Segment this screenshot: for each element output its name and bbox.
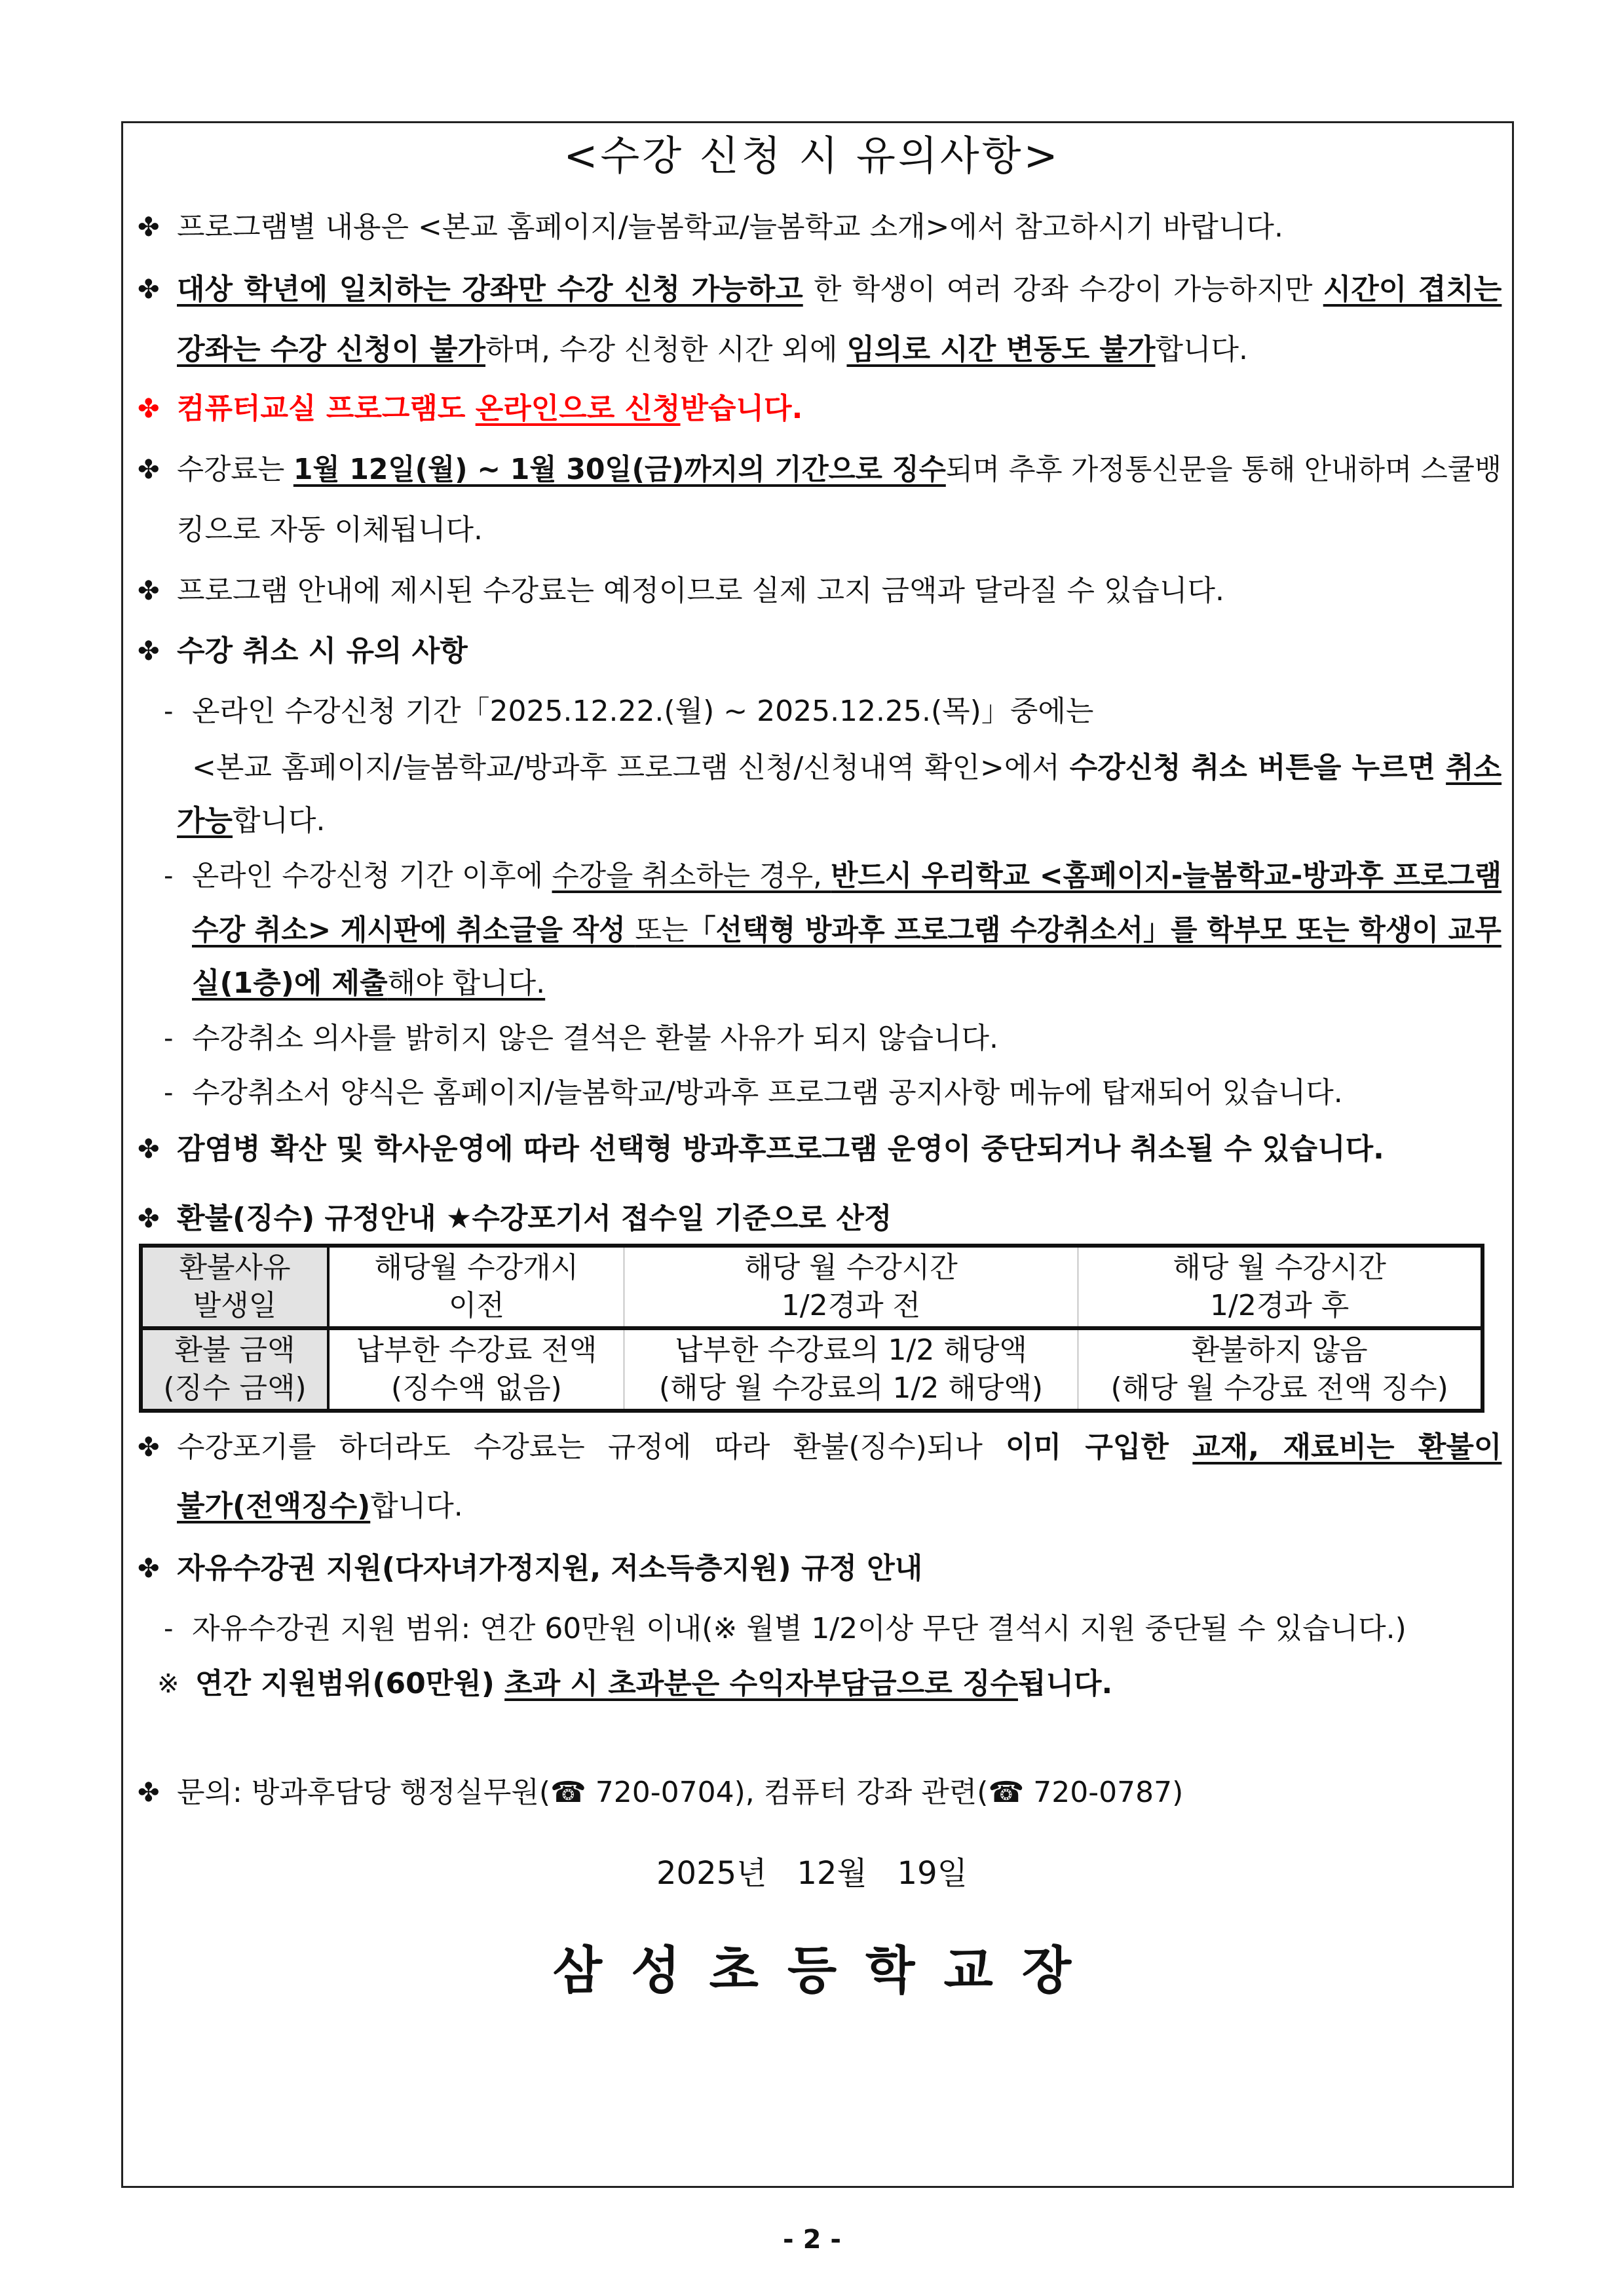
notice-line — [177, 1199, 892, 1238]
text-segment: 킹으로 자동 이체됩니다. — [177, 513, 483, 546]
notice-line — [177, 1130, 1384, 1169]
text-segment: 수강 취소> 게시판에 취소글을 작성 — [192, 913, 635, 947]
text-segment: <본교 홈페이지/늘봄학교/방과후 프로그램 신청/신청내역 확인>에서 — [192, 751, 1070, 784]
text-segment: 취소 — [1446, 751, 1502, 784]
notice-line — [192, 856, 1501, 896]
text-segment: 불가(전액징수) — [177, 1489, 371, 1523]
bullet-icon: ✤ — [138, 455, 160, 485]
text-segment: 이미 구입한 — [1005, 1430, 1193, 1464]
list-marker: - — [164, 861, 174, 891]
bullet-icon: ✤ — [138, 275, 160, 305]
list-marker: - — [164, 1614, 174, 1644]
notice-line — [192, 964, 545, 1003]
text-segment: 수강 취소 시 유의 사항 — [177, 634, 468, 668]
text-segment: 됩니다. — [1017, 1667, 1113, 1700]
text-segment: 프로그램별 내용은 <본교 홈페이지/늘봄학교/늘봄학교 소개>에서 참고하시기 바랍니다. — [177, 210, 1283, 244]
text-segment: 문의: 방과후담당 행정실무원(☎ 720-0704), 컴퓨터 강좌 관련(☎ 720-0787) — [177, 1776, 1184, 1809]
text-segment: 수강신청 취소 버튼을 누르면 — [1069, 751, 1446, 784]
notice-line — [177, 450, 1501, 489]
text-segment: 받습니다. — [680, 392, 803, 425]
text-segment: 반드시 우리학교 <홈페이지-늘봄학교-방과후 프로그램 — [831, 859, 1502, 892]
notice-line — [192, 748, 1501, 788]
text-segment: 환불(징수) 규정안내 ★수강포기서 접수일 기준으로 산정 — [177, 1202, 892, 1235]
list-marker: - — [164, 1078, 174, 1108]
bullet-icon: ✤ — [138, 394, 160, 424]
text-segment: 합니다. — [233, 804, 326, 837]
notice-line — [192, 692, 1093, 731]
text-segment: 되며 추후 가정통신문을 통해 안내하며 스쿨뱅 — [945, 453, 1501, 486]
notice-line — [177, 208, 1283, 247]
text-segment: 수강을 취소하는 경우, — [552, 859, 831, 892]
notice-line — [177, 632, 468, 671]
text-segment: 수강포기를 하더라도 수강료는 규정에 따라 환불(징수)되나 — [177, 1430, 1006, 1464]
text-segment: 시간이 겹치는 — [1323, 273, 1502, 306]
notice-line — [192, 911, 1501, 950]
document-date: 2025년 12월 19일 — [656, 1855, 968, 1892]
list-marker: ※ — [157, 1669, 179, 1699]
table-cell: 해당 월 수강시간 1/2경과 후 — [1078, 1246, 1482, 1328]
table-cell: 해당 월 수강시간 1/2경과 전 — [624, 1246, 1078, 1328]
notice-line — [192, 1609, 1407, 1649]
list-marker: - — [164, 697, 174, 727]
text-segment: 자유수강권 지원 범위: 연간 60만원 이내(※ 월별 1/2이상 무단 결석시 지원 중단될 수 있습니다.) — [192, 1612, 1407, 1645]
text-segment: 해야 합니다. — [387, 966, 546, 1000]
notice-line — [177, 1487, 463, 1526]
refund-table — [139, 1244, 1484, 1413]
text-segment: 초과 시 초과분은 수익자부담금으로 징수 — [504, 1667, 1018, 1700]
notice-line — [177, 510, 483, 550]
notice-line — [177, 1549, 922, 1588]
table-row — [141, 1246, 1482, 1328]
notice-line — [177, 330, 1248, 370]
text-segment: 교재, 재료비는 환불이 — [1192, 1430, 1502, 1464]
bullet-icon: ✤ — [138, 212, 160, 242]
text-segment: 프로그램 안내에 제시된 수강료는 예정이므로 실제 고지 금액과 달라질 수 있습니다. — [177, 574, 1224, 607]
text-segment: 실(1층)에 제출 — [192, 966, 388, 1000]
text-segment: 한 학생이 여러 강좌 수강이 가능하지만 — [803, 273, 1323, 306]
table-cell: 납부한 수강료 전액 (징수액 없음) — [328, 1328, 624, 1411]
bullet-icon: ✤ — [138, 576, 160, 606]
text-segment: 임의로 시간 변동도 불가 — [846, 333, 1156, 366]
text-segment: 「선택형 방과후 프로그램 수강취소서」를 학부모 또는 학생이 교무 — [688, 913, 1501, 947]
text-segment: 온라인 수강신청 기간「2025.12.22.(월) ~ 2025.12.25.(목)」중에는 — [192, 695, 1094, 728]
page-title: <수강 신청 시 유의사항> — [563, 132, 1061, 180]
notice-line — [195, 1664, 1112, 1704]
bullet-icon: ✤ — [138, 636, 160, 666]
row-header-cell: 환불사유 발생일 — [141, 1246, 328, 1328]
text-segment: 합니다. — [1155, 333, 1248, 366]
text-segment: 감염병 확산 및 학사운영에 따라 선택형 방과후프로그램 운영이 중단되거나 취소될 수 있습니다. — [177, 1132, 1384, 1166]
notice-line — [177, 801, 326, 841]
text-segment: 또는 — [635, 913, 689, 947]
notice-line — [192, 1073, 1343, 1113]
notice-line — [177, 389, 803, 429]
table-cell: 납부한 수강료의 1/2 해당액 (해당 월 수강료의 1/2 해당액) — [624, 1328, 1078, 1411]
notice-line — [177, 1773, 1183, 1812]
table-cell: 해당월 수강개시 이전 — [328, 1246, 624, 1328]
row-header-cell: 환불 금액 (징수 금액) — [141, 1328, 328, 1411]
notice-line — [177, 270, 1501, 309]
bullet-icon: ✤ — [138, 1778, 160, 1808]
list-marker: - — [164, 1024, 174, 1054]
page-number: - 2 - — [783, 2225, 841, 2255]
text-segment: 수강료는 — [177, 453, 293, 486]
bullet-icon: ✤ — [138, 1432, 160, 1463]
bullet-icon: ✤ — [138, 1554, 160, 1584]
text-segment: 컴퓨터교실 프로그램도 — [177, 392, 476, 425]
notice-line — [177, 1428, 1501, 1467]
text-segment: 자유수강권 지원(다자녀가정지원, 저소득층지원) 규정 안내 — [177, 1552, 923, 1585]
table-cell: 환불하지 않음 (해당 월 수강료 전액 징수) — [1078, 1328, 1482, 1411]
text-segment: 대상 학년에 일치하는 강좌만 수강 신청 가능하고 — [177, 273, 803, 306]
text-segment: 연간 지원범위(60만원) — [195, 1667, 505, 1700]
table-row — [141, 1328, 1482, 1411]
notice-line — [192, 1019, 998, 1058]
text-segment: 하며, 수강 신청한 시간 외에 — [485, 333, 847, 366]
bullet-icon: ✤ — [138, 1134, 160, 1164]
text-segment: 온라인 수강신청 기간 이후에 — [192, 859, 552, 892]
text-segment: 강좌는 수강 신청이 불가 — [177, 333, 485, 366]
school-signature: 삼성초등학교장 — [552, 1941, 1101, 2000]
bullet-icon: ✤ — [138, 1204, 160, 1234]
text-segment: 가능 — [177, 804, 233, 837]
text-segment: 합니다. — [370, 1489, 463, 1523]
text-segment: 수강취소서 양식은 홈페이지/늘봄학교/방과후 프로그램 공지사항 메뉴에 탑재되어 있습니다. — [192, 1076, 1343, 1109]
notice-line — [177, 571, 1224, 611]
text-segment: 수강취소 의사를 밝히지 않은 결석은 환불 사유가 되지 않습니다. — [192, 1022, 998, 1055]
text-segment: 온라인으로 신청 — [475, 392, 681, 425]
text-segment: 1월 12일(월) ~ 1월 30일(금)까지의 기간으로 징수 — [293, 453, 946, 486]
